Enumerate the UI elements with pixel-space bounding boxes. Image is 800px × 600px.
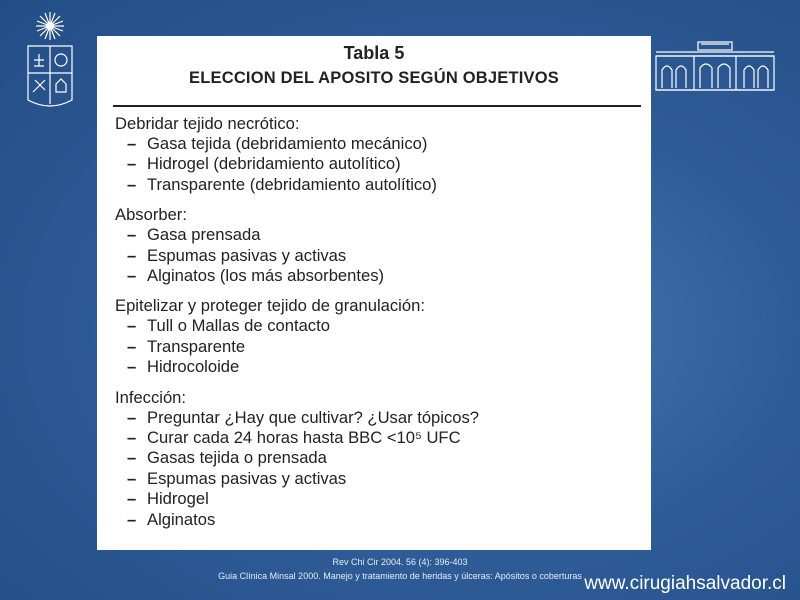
- divider: [113, 105, 641, 107]
- section-items: [115, 408, 645, 530]
- dash-bullet: –: [127, 407, 137, 427]
- dash-bullet: –: [127, 468, 137, 488]
- dash-bullet: –: [127, 174, 137, 194]
- university-crest-icon: [24, 8, 76, 112]
- table-content: [115, 114, 645, 540]
- list-item: [115, 489, 645, 509]
- list-item: [115, 134, 645, 154]
- list-item: [115, 266, 645, 286]
- section: [115, 388, 645, 530]
- list-item-text: Tull o Mallas de contacto: [147, 316, 330, 336]
- table-card: [97, 36, 651, 550]
- section: [115, 296, 645, 377]
- dash-bullet: –: [127, 316, 137, 336]
- website-link[interactable]: www.cirugiahsalvador.cl: [584, 573, 786, 594]
- section: [115, 205, 645, 286]
- dash-bullet: –: [127, 336, 137, 356]
- list-item-text: Transparente (debridamiento autolítico): [147, 174, 437, 194]
- dash-bullet: –: [127, 509, 137, 529]
- list-item-text: Preguntar ¿Hay que cultivar? ¿Usar tópicos?: [147, 407, 480, 427]
- list-item: [115, 246, 645, 266]
- section-items: [115, 316, 645, 377]
- list-item-text: Gasa tejida (debridamiento mecánico): [147, 134, 428, 153]
- list-item-text: Alginatos: [147, 509, 216, 529]
- list-item-text: Gasas tejida o prensada: [147, 448, 327, 468]
- section-items: [115, 225, 645, 286]
- list-item: [115, 357, 645, 377]
- list-item: [115, 469, 645, 489]
- list-item: [115, 175, 645, 195]
- list-item: [115, 225, 645, 245]
- dash-bullet: –: [127, 428, 137, 448]
- table-title: Tabla 5: [343, 43, 405, 63]
- section: [115, 114, 645, 195]
- dash-bullet: –: [127, 357, 137, 377]
- list-item: [115, 448, 645, 468]
- section-heading: Epitelizar y proteger tejido de granulación:: [115, 296, 425, 316]
- dash-bullet: –: [127, 134, 137, 153]
- table-subtitle: ELECCION DEL APOSITO SEGÚN OBJETIVOS: [189, 69, 559, 87]
- list-item-text: Espumas pasivas y activas: [147, 468, 347, 488]
- list-item: [115, 510, 645, 530]
- list-item-text: Hidrocoloide: [147, 357, 240, 377]
- list-item: [115, 154, 645, 174]
- section-heading: Infección:: [115, 387, 187, 407]
- list-item: [115, 428, 645, 448]
- dash-bullet: –: [127, 266, 137, 286]
- list-item-text: Hidrogel: [147, 489, 209, 509]
- section-heading: Absorber:: [115, 205, 187, 225]
- reference-caption-1: Rev Chi Cir 2004. 56 (4): 396-403: [332, 557, 468, 567]
- list-item-text: Alginatos (los más absorbentes): [147, 266, 385, 286]
- list-item: [115, 408, 645, 428]
- section-items: [115, 134, 645, 195]
- section-heading: Debridar tejido necrótico:: [115, 114, 300, 133]
- list-item-text: Transparente: [147, 336, 246, 356]
- building-facade-icon: [654, 40, 776, 94]
- list-item-text: Gasa prensada: [147, 225, 261, 245]
- dash-bullet: –: [127, 489, 137, 509]
- reference-caption-2: Guia Clínica Minsal 2000. Manejo y tratamiento de heridas y úlceras: Apósitos o coberturas: [218, 571, 582, 581]
- list-item-text: Curar cada 24 horas hasta BBC <10⁵ UFC: [147, 428, 461, 448]
- list-item: [115, 337, 645, 357]
- dash-bullet: –: [127, 448, 137, 468]
- dash-bullet: –: [127, 225, 137, 245]
- list-item-text: Hidrogel (debridamiento autolítico): [147, 154, 401, 174]
- list-item-text: Espumas pasivas y activas: [147, 245, 347, 265]
- dash-bullet: –: [127, 154, 137, 174]
- dash-bullet: –: [127, 245, 137, 265]
- list-item: [115, 316, 645, 336]
